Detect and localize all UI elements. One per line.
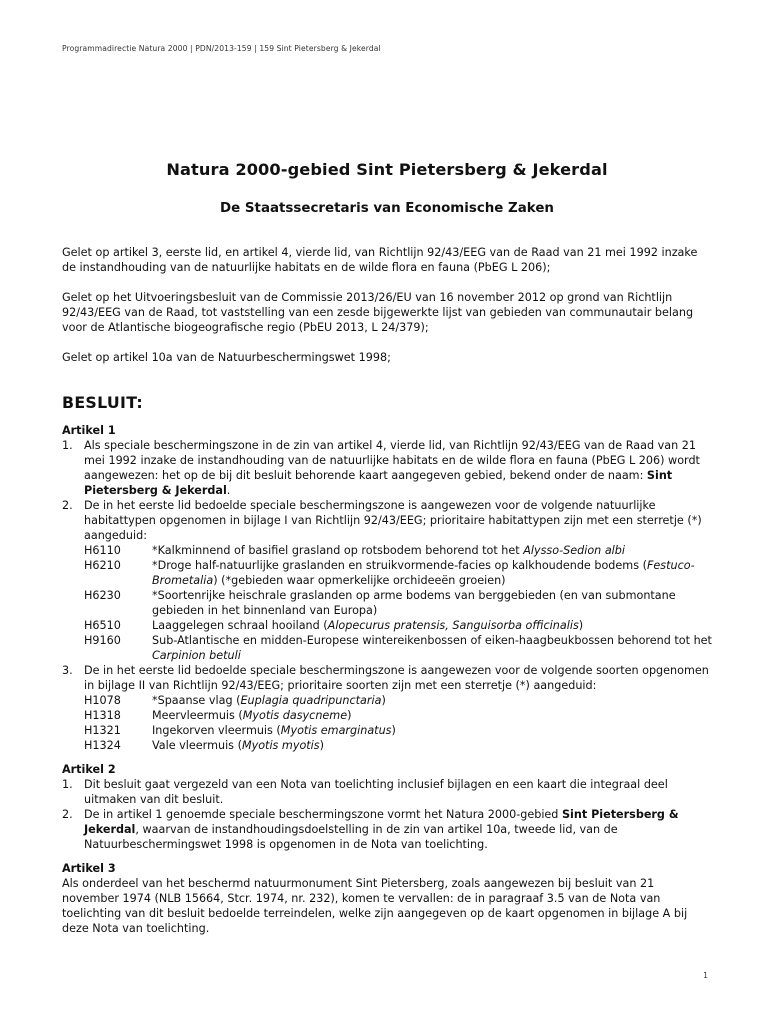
item-text: De in artikel 1 genoemde speciale beschermingszone vormt het Natura 2000-gebied bbox=[84, 808, 562, 821]
species-text-end: ) bbox=[381, 694, 386, 707]
habitat-description bbox=[152, 558, 712, 588]
habitat-code: H6510 bbox=[84, 619, 121, 632]
species-text: Meervleermuis ( bbox=[152, 709, 243, 722]
artikel-title: Artikel 3 bbox=[62, 862, 116, 875]
species-description bbox=[152, 693, 712, 708]
species-code: H1324 bbox=[84, 739, 121, 752]
artikel-2 bbox=[62, 762, 712, 852]
habitat-code: H9160 bbox=[84, 634, 121, 647]
species-text-end: ) bbox=[319, 739, 324, 752]
species-list bbox=[84, 693, 712, 753]
habitat-list bbox=[84, 543, 712, 663]
habitat-latin: Alopecurus pratensis, Sanguisorba officinalis bbox=[327, 619, 579, 632]
species-latin: Myotis myotis bbox=[241, 739, 320, 752]
habitat-latin: Alysso-Sedion albi bbox=[523, 544, 625, 557]
list-item bbox=[62, 663, 712, 753]
species-text: Vale vleermuis ( bbox=[152, 739, 242, 752]
artikel-1 bbox=[62, 423, 712, 753]
area-name: Sint Pietersberg & Jekerdal bbox=[84, 808, 679, 836]
document-title: Natura 2000-gebied Sint Pietersberg & Jekerdal bbox=[166, 160, 608, 179]
artikel-text: Als onderdeel van het beschermd natuurmonument Sint Pietersberg, zoals aangewezen bij besluit van 21 november 1974 (NLB 15664, Stcr. 1974, nr. 232), komen te vervallen: de in paragraaf 3.5 van de Nota van toelichting van dit besluit bedoelde terreindelen, welke zijn aangegeven op de kaart opgenomen in bijlage A bij deze Nota van toelichting. bbox=[62, 877, 688, 935]
document-body bbox=[62, 160, 712, 945]
habitat-row bbox=[84, 633, 712, 663]
artikel-title: Artikel 1 bbox=[62, 424, 116, 437]
item-text-end: , waarvan de instandhoudingsdoelstelling in de zin van artikel 10a, tweede lid, van de Natuurbeschermingswet 1998 is opgenomen in de Nota van toelichting. bbox=[84, 823, 618, 851]
species-latin: Myotis emarginatus bbox=[280, 724, 392, 737]
item-text: Dit besluit gaat vergezeld van een Nota van toelichting inclusief bijlagen en een kaart die integraal deel uitmaken van dit besluit. bbox=[84, 778, 668, 806]
page-number: 1 bbox=[703, 971, 708, 980]
species-row bbox=[84, 708, 712, 723]
species-text-end: ) bbox=[347, 709, 352, 722]
species-text: Ingekorven vleermuis ( bbox=[152, 724, 281, 737]
habitat-description bbox=[152, 588, 712, 618]
habitat-text-end: ) bbox=[578, 619, 584, 632]
list-item bbox=[62, 438, 712, 498]
habitat-row bbox=[84, 558, 712, 588]
habitat-row bbox=[84, 618, 712, 633]
species-row bbox=[84, 738, 712, 753]
habitat-latin: Festuco-Brometalia bbox=[152, 559, 695, 587]
besluit-heading: BESLUIT: bbox=[62, 393, 144, 412]
item-number: 1. bbox=[62, 439, 73, 452]
habitat-text-end: ) (*gebieden waar opmerkelijke orchideeën groeien) bbox=[213, 574, 506, 587]
item-number: 2. bbox=[62, 499, 73, 512]
habitat-code: H6230 bbox=[84, 589, 121, 602]
habitat-latin: Carpinion betuli bbox=[152, 649, 241, 662]
item-number: 2. bbox=[62, 808, 73, 821]
preamble-paragraph: Gelet op het Uitvoeringsbesluit van de Commissie 2013/26/EU van 16 november 2012 op grond van Richtlijn 92/43/EEG van de Raad, tot vaststelling van een zesde bijgewerkte lijst van gebieden van communautair belang voor de Atlantische biogeografische regio (PbEU 2013, L 24/379); bbox=[62, 291, 694, 334]
item-text: Als speciale beschermingszone in de zin van artikel 4, vierde lid, van Richtlijn 92/43/EEG van de Raad van 21 mei 1992 inzake de instandhouding van de natuurlijke habitats en de wilde flora en fauna (PbEG L 206) wordt aangewezen: het op de bij dit besluit behorende kaart aangegeven gebied, bekend onder de naam: bbox=[84, 439, 700, 482]
habitat-code: H6110 bbox=[84, 544, 121, 557]
species-description bbox=[152, 708, 712, 723]
preamble-paragraph: Gelet op artikel 3, eerste lid, en artikel 4, vierde lid, van Richtlijn 92/43/EEG van de Raad van 21 mei 1992 inzake de instandhouding van de natuurlijke habitats en de wilde flora en fauna (PbEG L 206); bbox=[62, 246, 698, 274]
preamble-paragraph: Gelet op artikel 10a van de Natuurbeschermingswet 1998; bbox=[62, 351, 391, 364]
habitat-text: Laaggelegen schraal hooiland ( bbox=[152, 619, 328, 632]
species-code: H1318 bbox=[84, 709, 121, 722]
area-name: Sint Pietersberg & Jekerdal bbox=[84, 469, 673, 497]
item-text: De in het eerste lid bedoelde speciale beschermingszone is aangewezen voor de volgende natuurlijke habitattypen opgenomen in bijlage I van Richtlijn 92/43/EEG; prioritaire habitattypen zijn met een sterretje (*) aangeduid: bbox=[84, 499, 702, 542]
artikel-title: Artikel 2 bbox=[62, 763, 116, 776]
item-number: 3. bbox=[62, 664, 73, 677]
species-latin: Euplagia quadripunctaria bbox=[240, 694, 382, 707]
habitat-text: *Soortenrijke heischrale graslanden op arme bodems van berggebieden (en van submontane gebieden in het binnenland van Europa) bbox=[152, 589, 676, 617]
species-row bbox=[84, 723, 712, 738]
species-text: *Spaanse vlag ( bbox=[152, 694, 241, 707]
list-item bbox=[62, 807, 712, 852]
item-text: De in het eerste lid bedoelde speciale beschermingszone is aangewezen voor de volgende soorten opgenomen in bijlage II van Richtlijn 92/43/EEG; prioritaire soorten zijn met een sterretje (*) aangeduid: bbox=[84, 664, 709, 692]
species-code: H1078 bbox=[84, 694, 121, 707]
list-item bbox=[62, 498, 712, 663]
habitat-code: H6210 bbox=[84, 559, 121, 572]
habitat-description bbox=[152, 618, 712, 633]
habitat-row bbox=[84, 543, 712, 558]
list-item bbox=[62, 777, 712, 807]
species-row bbox=[84, 693, 712, 708]
species-description bbox=[152, 723, 712, 738]
habitat-description bbox=[152, 543, 712, 558]
habitat-text: *Kalkminnend of basifiel grasland op rotsbodem behorend tot het bbox=[152, 544, 524, 557]
species-latin: Myotis dasycneme bbox=[242, 709, 348, 722]
habitat-text: Sub-Atlantische en midden-Europese wintereikenbossen of eiken-haagbeukbossen behorend tot het bbox=[152, 634, 712, 647]
document-subtitle: De Staatssecretaris van Economische Zaken bbox=[220, 201, 554, 216]
item-text-end: . bbox=[226, 484, 231, 497]
species-text-end: ) bbox=[391, 724, 396, 737]
species-code: H1321 bbox=[84, 724, 121, 737]
artikel-3 bbox=[62, 861, 712, 936]
habitat-row bbox=[84, 588, 712, 618]
habitat-text: *Droge half-natuurlijke graslanden en struikvormende-facies op kalkhoudende bodems ( bbox=[152, 559, 647, 572]
habitat-description bbox=[152, 633, 712, 663]
item-number: 1. bbox=[62, 778, 73, 791]
running-header: Programmadirectie Natura 2000 | PDN/2013-159 | 159 Sint Pietersberg & Jekerdal bbox=[62, 44, 381, 53]
species-description bbox=[152, 738, 712, 753]
